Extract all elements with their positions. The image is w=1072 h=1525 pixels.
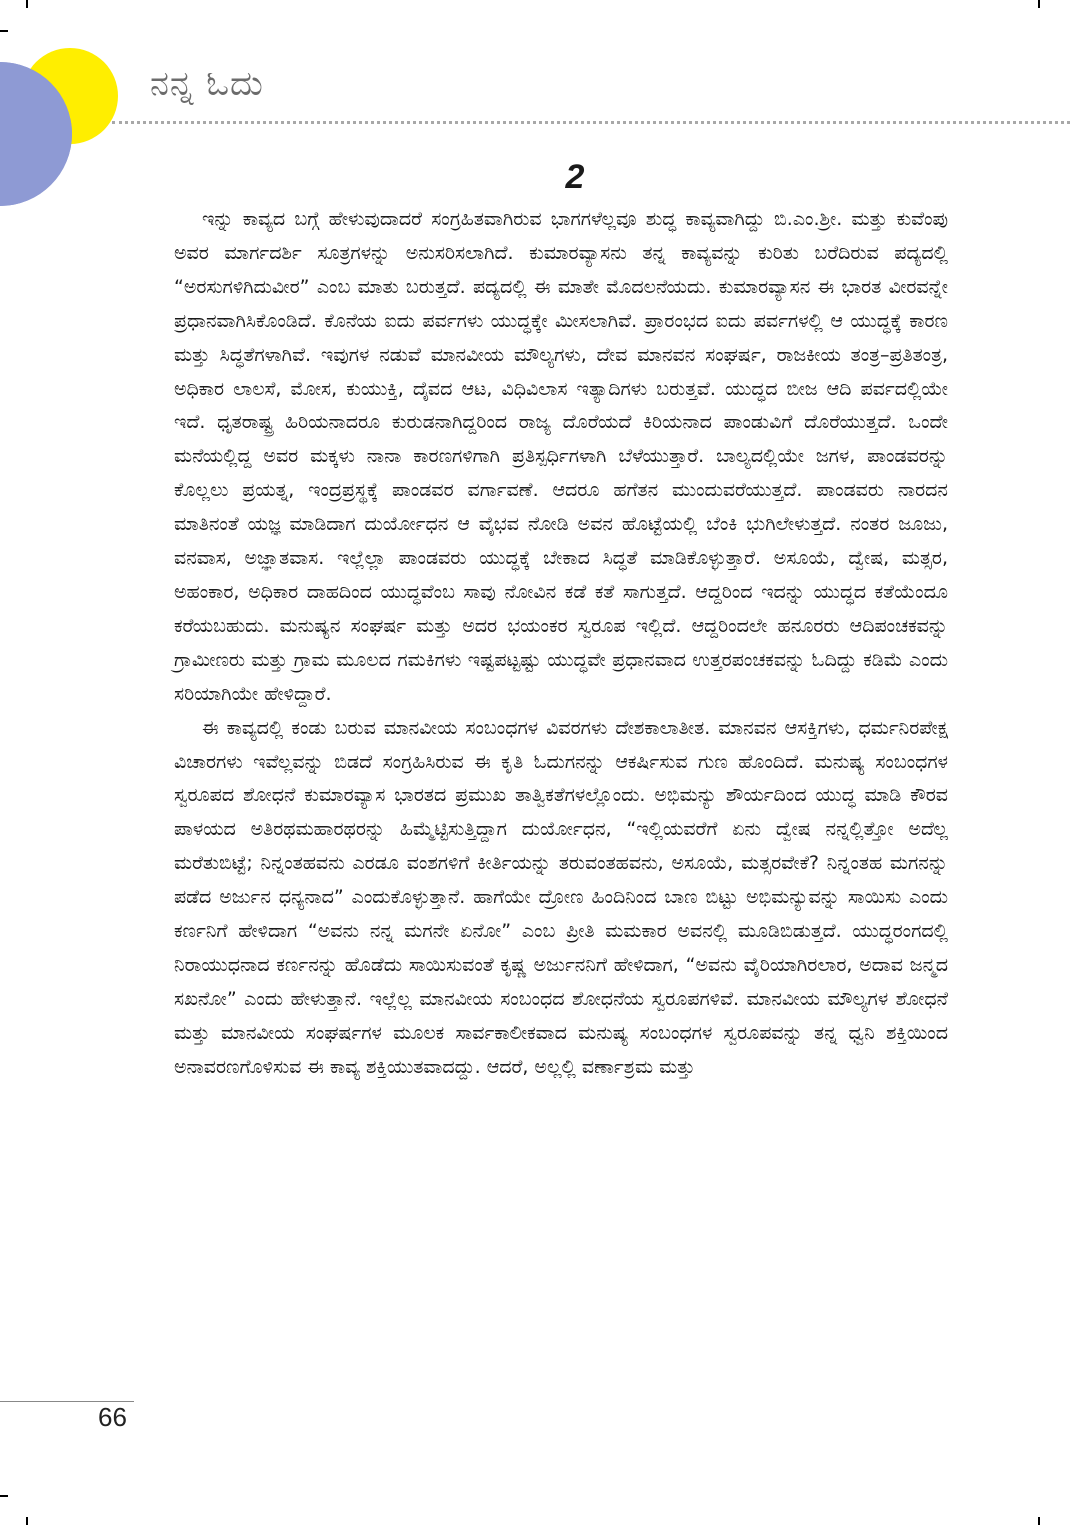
header-dotted-rule [112,121,1070,124]
page-number: 66 [98,1402,127,1432]
crop-mark-bottom-left [26,1517,28,1525]
crop-mark-bottom-right [1038,1517,1040,1525]
paragraph-1: ಇನ್ನು ಕಾವ್ಯದ ಬಗ್ಗೆ ಹೇಳುವುದಾದರೆ ಸಂಗ್ರಹಿತವಾಗಿರುವ ಭಾಗಗಳೆಲ್ಲವೂ ಶುದ್ಧ ಕಾವ್ಯವಾಗಿದ್ದು ಬಿ.ಎಂ.ಶ್ರೀ. ಮತ್ತು ಕುವೆಂಪು ಅವರ ಮಾರ್ಗದರ್ಶಿ ಸೂತ್ರಗಳನ್ನು ಅನುಸರಿಸಲಾಗಿದೆ. ಕುಮಾರವ್ಯಾಸನು ತನ್ನ ಕಾವ್ಯವನ್ನು ಕುರಿತು ಬರೆದಿರುವ ಪದ್ಯದಲ್ಲಿ “ಅರಸುಗಳಿಗಿದುವೀರ” ಎಂಬ ಮಾತು ಬರುತ್ತದೆ. ಪದ್ಯದಲ್ಲಿ ಈ ಮಾತೇ ಮೊದಲನೆಯದು. ಕುಮಾರವ್ಯಾಸನ ಈ ಭಾರತ ವೀರವನ್ನೇ ಪ್ರಧಾನವಾಗಿಸಿಕೊಂಡಿದೆ. ಕೊನೆಯ ಐದು ಪರ್ವಗಳು ಯುದ್ಧಕ್ಕೇ ಮೀಸಲಾಗಿವೆ. ಪ್ರಾರಂಭದ ಐದು ಪರ್ವಗಳಲ್ಲಿ ಆ ಯುದ್ಧಕ್ಕೆ ಕಾರಣ ಮತ್ತು ಸಿದ್ಧತೆಗಳಾಗಿವೆ. ಇವುಗಳ ನಡುವೆ ಮಾನವೀಯ ಮೌಲ್ಯಗಳು, ದೇವ ಮಾನವನ ಸಂಘರ್ಷ, ರಾಜಕೀಯ ತಂತ್ರ–ಪ್ರತಿತಂತ್ರ, ಅಧಿಕಾರ ಲಾಲಸೆ, ಮೋಸ, ಕುಯುಕ್ತಿ, ದೈವದ ಆಟ, ವಿಧಿವಿಲಾಸ ಇತ್ಯಾದಿಗಳು ಬರುತ್ತವೆ. ಯುದ್ಧದ ಬೀಜ ಆದಿ ಪರ್ವದಲ್ಲಿಯೇ ಇದೆ. ಧೃತರಾಷ್ಟ್ರ ಹಿರಿಯನಾದರೂ ಕುರುಡನಾಗಿದ್ದರಿಂದ ರಾಜ್ಯ ದೊರೆಯದೆ ಕಿರಿಯನಾದ ಪಾಂಡುವಿಗೆ ದೊರೆಯುತ್ತದೆ. ಒಂದೇ ಮನೆಯಲ್ಲಿದ್ದ ಅವರ ಮಕ್ಕಳು ನಾನಾ ಕಾರಣಗಳಿಗಾಗಿ ಪ್ರತಿಸ್ಪರ್ಧಿಗಳಾಗಿ ಬೆಳೆಯುತ್ತಾರೆ. ಬಾಲ್ಯದಲ್ಲಿಯೇ ಜಗಳ, ಪಾಂಡವರನ್ನು ಕೊಲ್ಲಲು ಪ್ರಯತ್ನ, ಇಂದ್ರಪ್ರಸ್ಥಕ್ಕೆ ಪಾಂಡವರ ವರ್ಗಾವಣೆ. ಆದರೂ ಹಗೆತನ ಮುಂದುವರೆಯುತ್ತದೆ. ಪಾಂಡವರು ನಾರದನ ಮಾತಿನಂತೆ ಯಜ್ಞ ಮಾಡಿದಾಗ ದುರ್ಯೋಧನ ಆ ವೈಭವ ನೋಡಿ ಅವನ ಹೊಟ್ಟೆಯಲ್ಲಿ ಬೆಂಕಿ ಭುಗಿಲೇಳುತ್ತದೆ. ನಂತರ ಜೂಜು, ವನವಾಸ, ಅಜ್ಞಾತವಾಸ. ಇಲ್ಲೆಲ್ಲಾ ಪಾಂಡವರು ಯುದ್ಧಕ್ಕೆ ಬೇಕಾದ ಸಿದ್ಧತೆ ಮಾಡಿಕೊಳ್ಳುತ್ತಾರೆ. ಅಸೂಯೆ, ದ್ವೇಷ, ಮತ್ಸರ, ಅಹಂಕಾರ, ಅಧಿಕಾರ ದಾಹದಿಂದ ಯುದ್ಧವೆಂಬ ಸಾವು ನೋವಿನ ಕಡೆ ಕತೆ ಸಾಗುತ್ತದೆ. ಆದ್ದರಿಂದ ಇದನ್ನು ಯುದ್ಧದ ಕತೆಯೆಂದೂ ಕರೆಯಬಹುದು. ಮನುಷ್ಯನ ಸಂಘರ್ಷ ಮತ್ತು ಅದರ ಭಯಂಕರ ಸ್ವರೂಪ ಇಲ್ಲಿದೆ. ಆದ್ದರಿಂದಲೇ ಹನೂರರು ಆದಿಪಂಚಕವನ್ನು ಗ್ರಾಮೀಣರು ಮತ್ತು ಗ್ರಾಮ ಮೂಲದ ಗಮಕಿಗಳು ಇಷ್ಟಪಟ್ಟಷ್ಟು ಯುದ್ಧವೇ ಪ್ರಧಾನವಾದ ಉತ್ತರಪಂಚಕವನ್ನು ಓದಿದ್ದು ಕಡಿಮೆ ಎಂದು ಸರಿಯಾಗಿಯೇ ಹೇಳಿದ್ದಾರೆ. [174,208,948,705]
paragraph-2: ಈ ಕಾವ್ಯದಲ್ಲಿ ಕಂಡು ಬರುವ ಮಾನವೀಯ ಸಂಬಂಧಗಳ ವಿವರಗಳು ದೇಶಕಾಲಾತೀತ. ಮಾನವನ ಆಸಕ್ತಿಗಳು, ಧರ್ಮನಿರಪೇಕ್ಷ ವಿಚಾರಗಳು ಇವೆಲ್ಲವನ್ನು ಬಿಡದೆ ಸಂಗ್ರಹಿಸಿರುವ ಈ ಕೃತಿ ಓದುಗನನ್ನು ಆಕರ್ಷಿಸುವ ಗುಣ ಹೊಂದಿದೆ. ಮನುಷ್ಯ ಸಂಬಂಧಗಳ ಸ್ವರೂಪದ ಶೋಧನೆ ಕುಮಾರವ್ಯಾಸ ಭಾರತದ ಪ್ರಮುಖ ತಾತ್ವಿಕತೆಗಳಲ್ಲೊಂದು. ಅಭಿಮನ್ಯು ಶೌರ್ಯದಿಂದ ಯುದ್ಧ ಮಾಡಿ ಕೌರವ ಪಾಳಯದ ಅತಿರಥಮಹಾರಥರನ್ನು ಹಿಮ್ಮೆಟ್ಟಿಸುತ್ತಿದ್ದಾಗ ದುರ್ಯೋಧನ, “ಇಲ್ಲಿಯವರೆಗೆ ಏನು ದ್ವೇಷ ನನ್ನಲ್ಲಿತ್ತೋ ಅದೆಲ್ಲ ಮರೆತುಬಿಟ್ಟೆ; ನಿನ್ನಂತಹವನು ಎರಡೂ ವಂಶಗಳಿಗೆ ಕೀರ್ತಿಯನ್ನು ತರುವಂತಹವನು, ಅಸೂಯೆ, ಮತ್ಸರವೇಕೆ? ನಿನ್ನಂತಹ ಮಗನನ್ನು ಪಡೆದ ಅರ್ಜುನ ಧನ್ಯನಾದ” ಎಂದುಕೊಳ್ಳುತ್ತಾನೆ. ಹಾಗೆಯೇ ದ್ರೋಣ ಹಿಂದಿನಿಂದ ಬಾಣ ಬಿಟ್ಟು ಅಭಿಮನ್ಯುವನ್ನು ಸಾಯಿಸು ಎಂದು ಕರ್ಣನಿಗೆ ಹೇಳಿದಾಗ “ಅವನು ನನ್ನ ಮಗನೇ ಏನೋ” ಎಂಬ ಪ್ರೀತಿ ಮಮಕಾರ ಅವನಲ್ಲಿ ಮೂಡಿಬಿಡುತ್ತದೆ. ಯುದ್ಧರಂಗದಲ್ಲಿ ನಿರಾಯುಧನಾದ ಕರ್ಣನನ್ನು ಹೊಡೆದು ಸಾಯಿಸುವಂತೆ ಕೃಷ್ಣ ಅರ್ಜುನನಿಗೆ ಹೇಳಿದಾಗ, “ಅವನು ವೈರಿಯಾಗಿರಲಾರ, ಅದಾವ ಜನ್ಮದ ಸಖನೋ” ಎಂದು ಹೇಳುತ್ತಾನೆ. ಇಲ್ಲೆಲ್ಲ ಮಾನವೀಯ ಸಂಬಂಧದ ಶೋಧನೆಯ ಸ್ವರೂಪಗಳಿವೆ. ಮಾನವೀಯ ಮೌಲ್ಯಗಳ ಶೋಧನೆ ಮತ್ತು ಮಾನವೀಯ ಸಂಘರ್ಷಗಳ ಮೂಲಕ ಸಾರ್ವಕಾಲೀಕವಾದ ಮನುಷ್ಯ ಸಂಬಂಧಗಳ ಸ್ವರೂಪವನ್ನು ತನ್ನ ಧ್ವನಿ ಶಕ್ತಿಯಿಂದ ಅನಾವರಣಗೊಳಿಸುವ ಈ ಕಾವ್ಯ ಶಕ್ತಿಯುತವಾದದ್ದು. ಆದರೆ, ಅಲ್ಲಲ್ಲಿ ವರ್ಣಾಶ್ರಮ ಮತ್ತು [174,716,948,1078]
body-text [174,203,948,1085]
crop-mark-left-lower [0,1495,8,1497]
running-title: ನನ್ನ ಓದು [150,64,264,104]
crop-mark-top-right [1038,0,1040,8]
section-number: 2 [565,158,585,196]
